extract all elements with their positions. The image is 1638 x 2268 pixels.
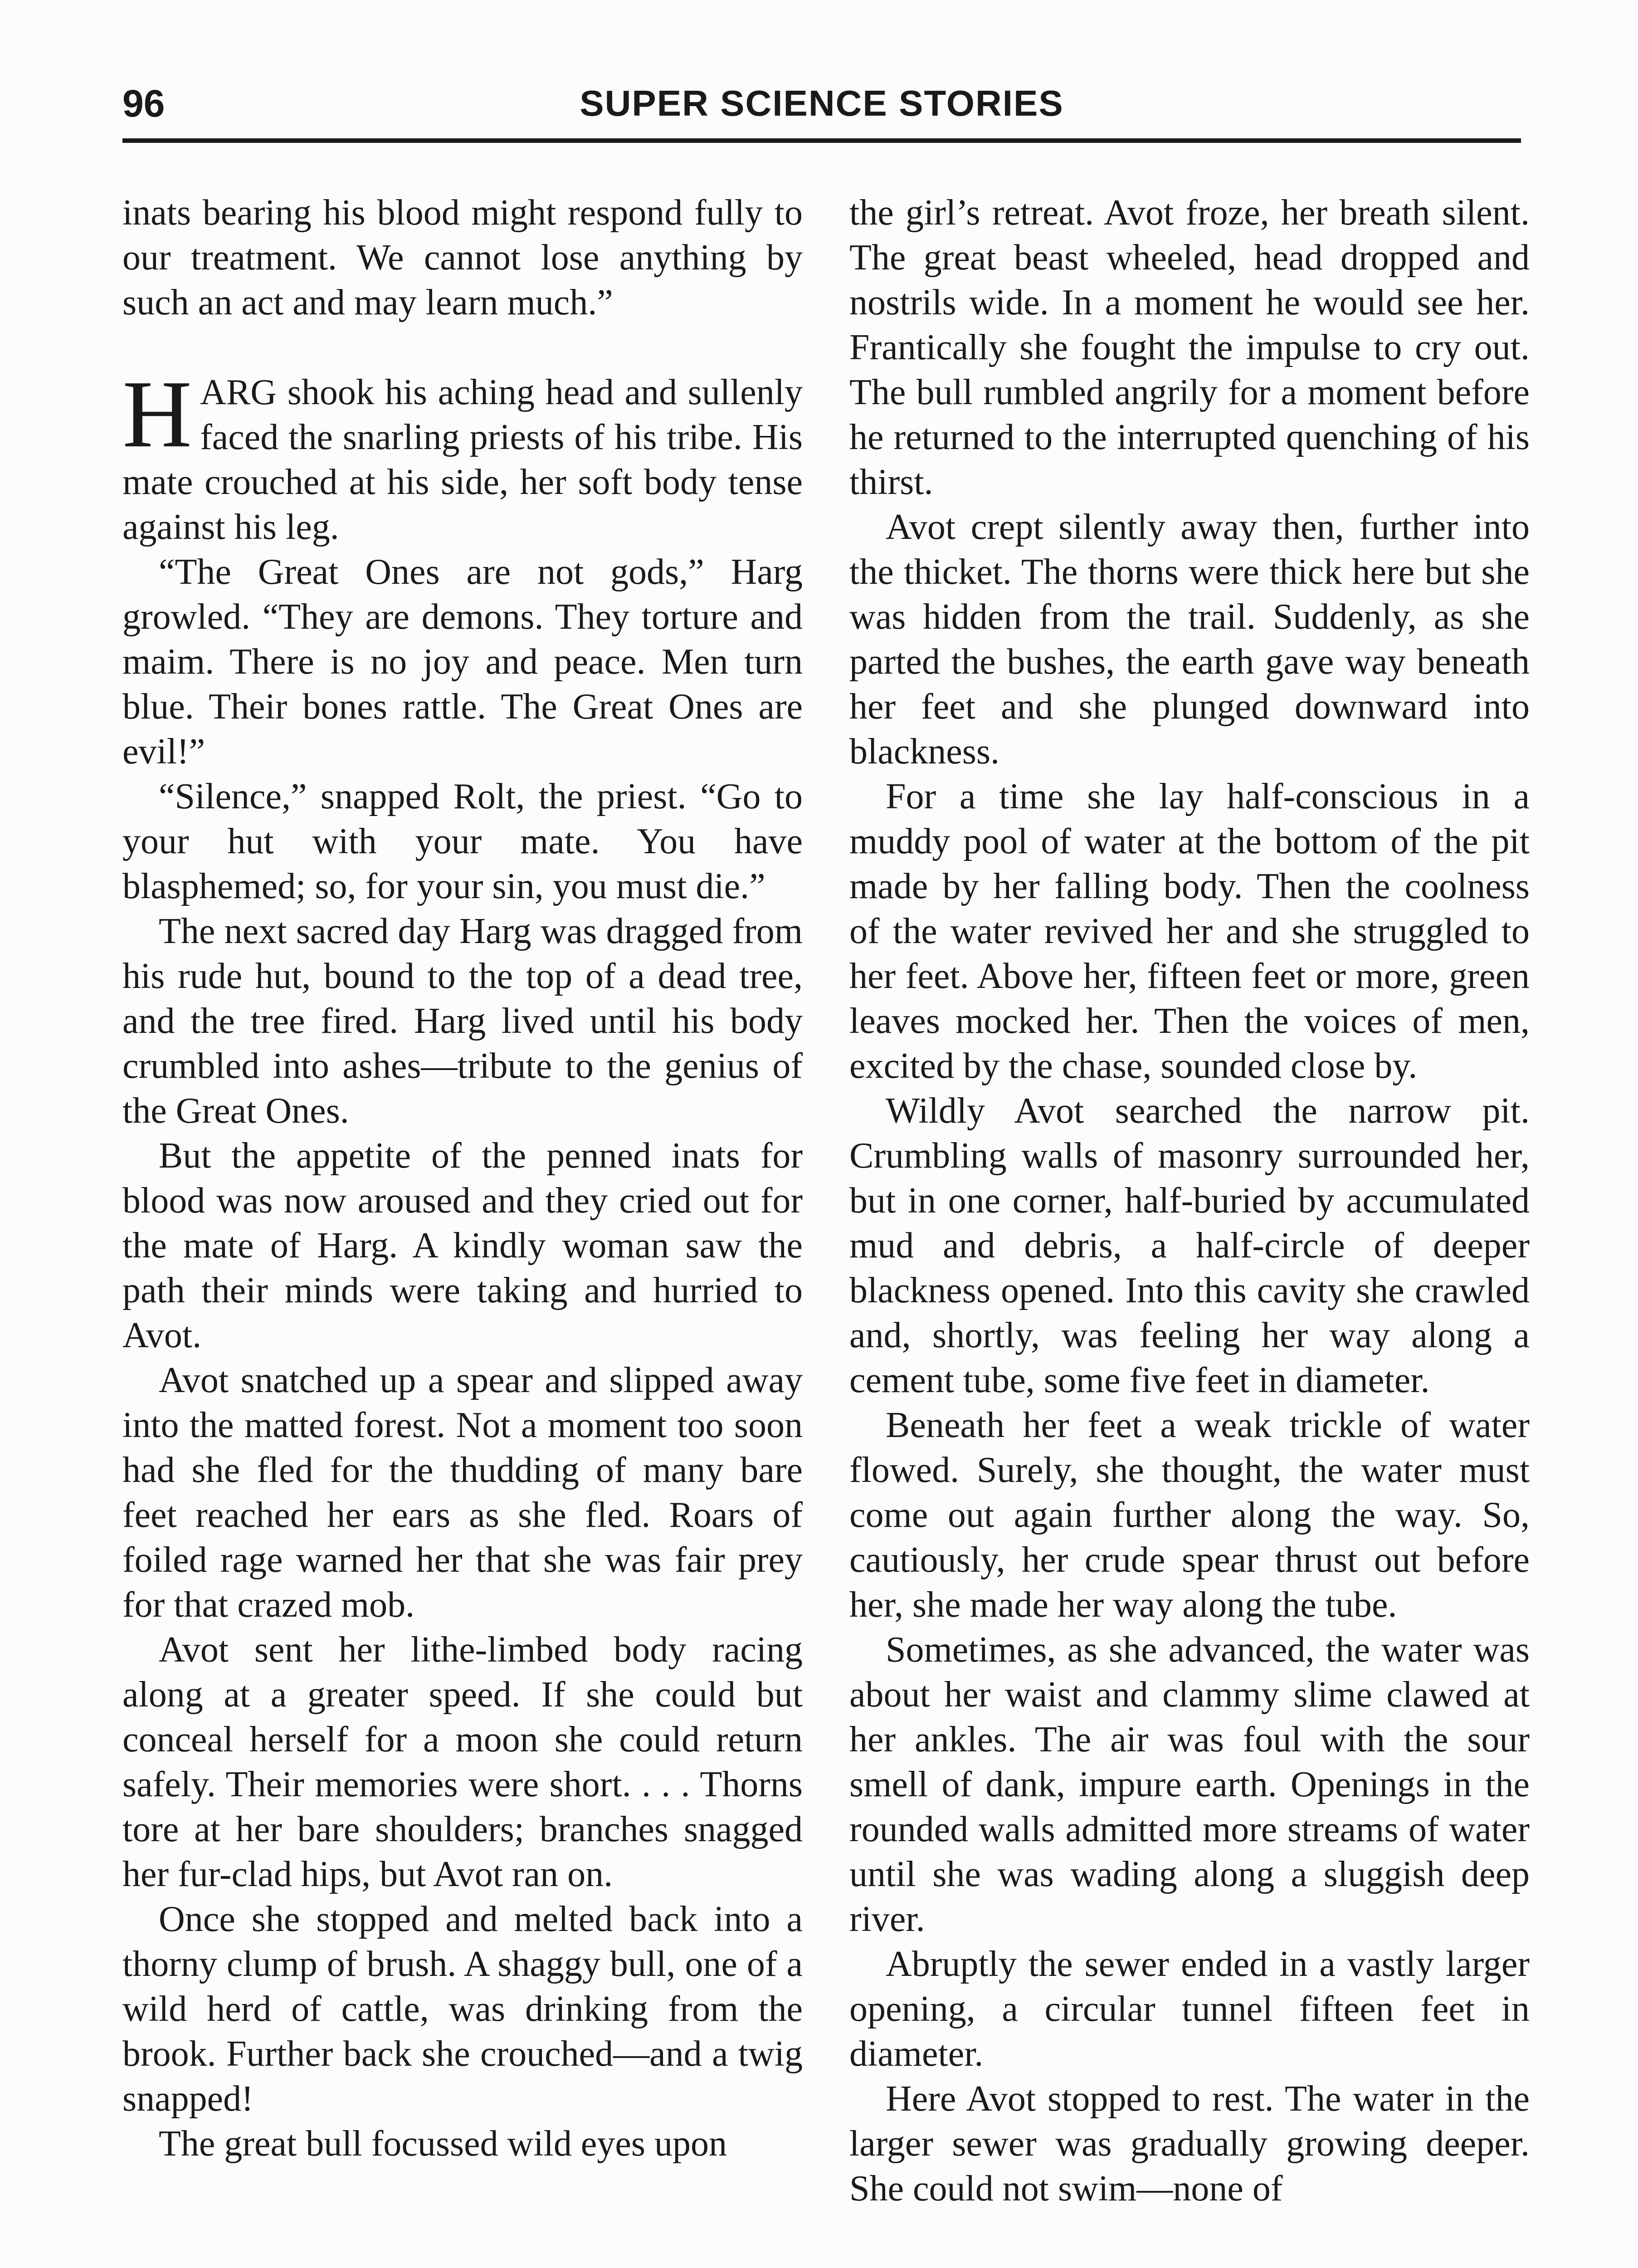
paragraph: “The Great Ones are not gods,” Harg growled. “They are demons. They torture and maim. There is no joy and peace. Men turn blue. Their bones rattle. The Great Ones are evil!” xyxy=(122,552,803,772)
paragraph: Here Avot stopped to rest. The water in the larger sewer was gradually growing deeper. She could not swim—none of xyxy=(849,2079,1530,2209)
magazine-title: SUPER SCIENCE STORIES xyxy=(580,83,1064,123)
section-opening-paragraph xyxy=(122,361,803,550)
paragraph: Avot sent her lithe-limbed body racing along at a greater speed. If she could but conceal herself for a moon she could return safely. Their memories were short. . . . Thorns tore at her bare shoulders; branches snagged her fur-clad hips, but Avot ran on. xyxy=(122,1630,803,1894)
paragraph: But the appetite of the penned inats for blood was now aroused and they cried out for the mate of Harg. A kindly woman saw the path their minds were taking and hurried to Avot. xyxy=(122,1136,803,1355)
paragraph: Once she stopped and melted back into a thorny clump of brush. A shaggy bull, one of a wild herd of cattle, was drinking from the brook. Further back she crouched—and a twig snapped! xyxy=(122,1899,803,2119)
paragraph-text: shook his aching head and sullenly faced the snarling priests of his tribe. His mate crouched at his side, her soft body tense against his leg. xyxy=(122,372,803,547)
paragraph: the girl’s retreat. Avot froze, her breath silent. The great beast wheeled, head dropped and nostrils wide. In a moment he would see her. Frantically she fought the impulse to cry out. The bull rumbled angrily for a moment before he returned to the interrupted quenching of his thirst. xyxy=(849,193,1530,502)
paragraph: The next sacred day Harg was dragged from his rude hut, bound to the top of a dead tree, and the tree fired. Harg lived until his body crumbled into ashes—tribute to the genius of the Great Ones. xyxy=(122,911,803,1131)
paragraph: Beneath her feet a weak trickle of water flowed. Surely, she thought, the water must come out again further along the way. So, cautiously, her crude spear thrust out before her, she made her way along the tube. xyxy=(849,1405,1530,1625)
small-caps-lead: ARG xyxy=(200,372,277,412)
paragraph: Abruptly the sewer ended in a vastly larger opening, a circular tunnel fifteen feet in diameter. xyxy=(849,1944,1530,2074)
paragraph: inats bearing his blood might respond fully to our treatment. We cannot lose anything by such an act and may learn much.” xyxy=(122,193,803,323)
page-number: 96 xyxy=(122,82,165,125)
drop-cap: H xyxy=(122,361,192,467)
paragraph: For a time she lay half-conscious in a muddy pool of water at the bottom of the pit made by her falling body. Then the coolness of the water revived her and she struggled to her feet. Above her, fifteen feet or more, green leaves mocked her. Then the voices of men, excited by the chase, sounded close by. xyxy=(849,777,1530,1086)
paragraph: The great bull focussed wild eyes upon xyxy=(159,2124,727,2164)
header-rule xyxy=(122,138,1521,143)
page-header xyxy=(122,77,1521,136)
left-column xyxy=(122,191,803,2166)
paragraph: Sometimes, as she advanced, the water was about her waist and clammy slime clawed at her ankles. The air was foul with the sour smell of dank, impure earth. Openings in the rounded walls admitted more streams of water until she was wading along a sluggish deep river. xyxy=(849,1630,1530,1939)
right-column xyxy=(849,191,1530,2211)
paragraph: Avot crept silently away then, further into the thicket. The thorns were thick here but she was hidden from the trail. Suddenly, as she parted the bushes, the earth gave way beneath her feet and she plunged downward into blackness. xyxy=(849,507,1530,772)
paragraph: Avot snatched up a spear and slipped away into the matted forest. Not a moment too soon had she fled for the thudding of many bare feet reached her ears as she fled. Roars of foiled rage warned her that she was fair prey for that crazed mob. xyxy=(122,1360,803,1625)
paragraph: “Silence,” snapped Rolt, the priest. “Go to your hut with your mate. You have blasphemed; so, for your sin, you must die.” xyxy=(122,777,803,906)
paragraph: Wildly Avot searched the narrow pit. Crumbling walls of masonry surrounded her, but in one corner, half-buried by accumulated mud and debris, a half-circle of deeper blackness opened. Into this cavity she crawled and, shortly, was feeling her way along a cement tube, some five feet in diameter. xyxy=(849,1091,1530,1400)
